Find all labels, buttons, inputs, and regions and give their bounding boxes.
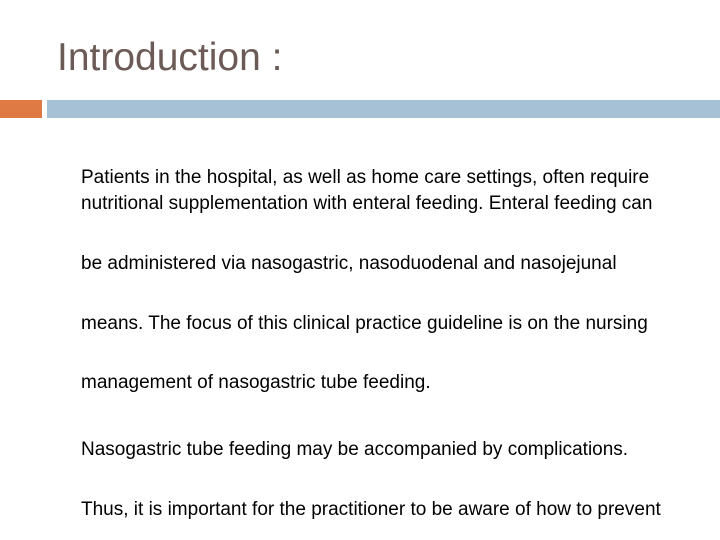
body-paragraph: Thus, it is important for the practitioner to be aware of how to prevent — [81, 499, 661, 520]
body-paragraph: management of nasogastric tube feeding. — [81, 372, 431, 393]
body-paragraph: means. The focus of this clinical practice guideline is on the nursing — [81, 313, 648, 334]
slide-title: Introduction : — [57, 36, 283, 79]
body-paragraph: Patients in the hospital, as well as home care settings, often require nutritional supplementation with enteral feeding. Enteral feeding can — [81, 167, 653, 214]
body-paragraph: Nasogastric tube feeding may be accompanied by complications. — [81, 439, 629, 460]
title-rule-bar — [47, 100, 720, 118]
title-accent-bar — [0, 100, 42, 118]
body-paragraph: be administered via nasogastric, nasoduodenal and nasojejunal — [81, 253, 617, 274]
